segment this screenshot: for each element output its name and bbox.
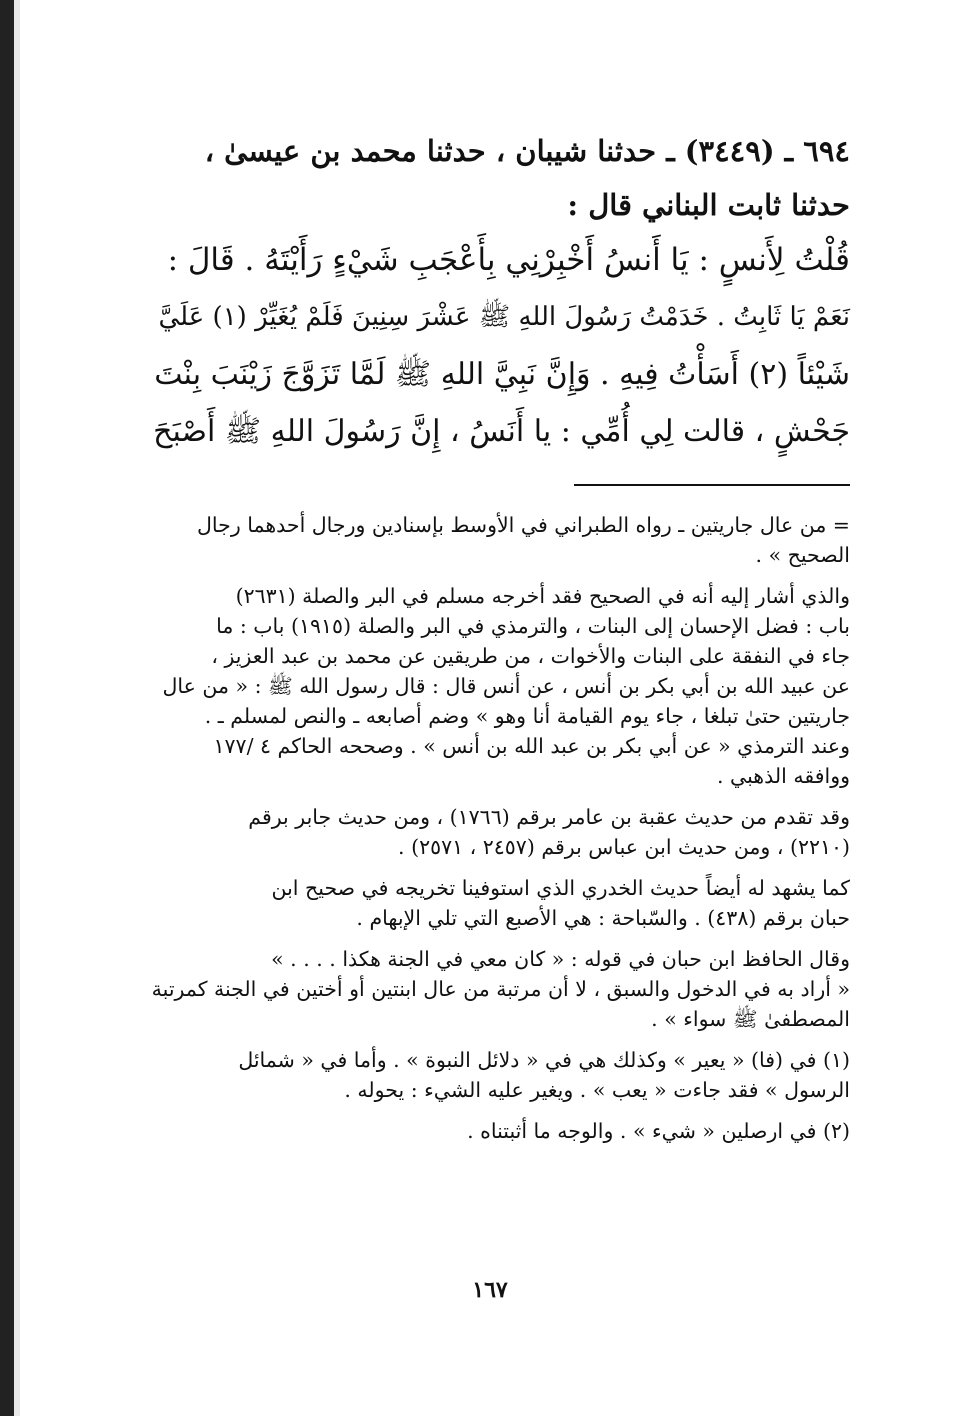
- footnote-paragraph: [150, 944, 850, 1034]
- page-edge-shadow: [0, 0, 14, 1416]
- hadith-text: [150, 124, 850, 460]
- footnote-line: الصحيح » .: [755, 543, 850, 567]
- footnote-line: = من عال جاريتين ـ رواه الطبراني في الأوسط بإسنادين ورجال أحدهما رجال: [197, 513, 850, 537]
- footnote-paragraph: [150, 581, 850, 791]
- footnote-line: كما يشهد له أيضاً حديث الخدري الذي استوفينا تخريجه في صحيح ابن: [271, 876, 850, 900]
- footnote-line: عن عبيد الله بن أبي بكر بن أنس ، عن أنس قال : قال رسول الله ﷺ : « من عال: [162, 674, 850, 698]
- footnote-line: (٢٢١٠) ، ومن حديث ابن عباس برقم (٢٤٥٧ ، ٢٥٧١) .: [398, 835, 850, 859]
- footnote-line: (٢) في ارصلين « شيء » . والوجه ما أثبتناه .: [467, 1119, 850, 1143]
- footnote-divider: [574, 484, 850, 486]
- footnote-paragraph: [150, 1045, 850, 1105]
- hadith-text-line: شَيْئاً (٢) أَسَأْتُ فِيهِ . وَإِنَّ نَبِيَّ اللهِ ﷺ لَمَّا تَزَوَّجَ زَيْنَبَ بِنْتَ: [154, 357, 850, 392]
- footnote-line: الرسول » فقد جاءت « يعب » . ويغير عليه الشيء : يحوله .: [344, 1078, 850, 1102]
- footnote-paragraph: [150, 802, 850, 862]
- footnote-line: المصطفىٰ ﷺ سواء » .: [651, 1007, 850, 1031]
- footnote-line: وقال الحافظ ابن حبان في قوله : « كان معي في الجنة هكذا . . . . »: [271, 947, 850, 971]
- footnote-line: جاء في النفقة على البنات والأخوات ، من طريقين عن محمد بن عبد العزيز ،: [211, 644, 850, 668]
- footnotes: [150, 510, 850, 1157]
- footnote-paragraph: [150, 1116, 850, 1146]
- page-edge-highlight: [14, 0, 20, 1416]
- hadith-text-line: جَحْشٍ ، قالت لِي أُمِّي : يا أَنَسُ ، إِنَّ رَسُولَ اللهِ ﷺ أَصْبَحَ: [153, 414, 850, 449]
- footnote-line: جاريتين حتىٰ تبلغا ، جاء يوم القيامة أنا وهو » وضم أصابعه ـ والنص لمسلم ـ .: [204, 704, 850, 728]
- footnote-line: وقد تقدم من حديث عقبة بن عامر برقم (١٧٦٦) ، ومن حديث جابر برقم: [248, 805, 850, 829]
- footnote-line: باب : فضل الإحسان إلى البنات ، والترمذي في البر والصلة (١٩١٥) باب : ما: [216, 614, 850, 638]
- footnote-line: « أراد به في الدخول والسبق ، لا أن مرتبة من عال ابنتين أو أختين في الجنة كمرتبة: [151, 977, 850, 1001]
- page-number: ١٦٧: [472, 1277, 508, 1303]
- footnote-line: ووافقه الذهبي .: [717, 764, 850, 788]
- hadith-header-line: ٦٩٤ ـ (٣٤٤٩) ـ حدثنا شيبان ، حدثنا محمد بن عيسىٰ ،: [204, 134, 850, 168]
- hadith-header-line: حدثنا ثابت البناني قال :: [567, 188, 850, 222]
- footnote-paragraph: [150, 510, 850, 570]
- footnote-line: حبان برقم (٤٣٨) . والسّباحة : هي الأصبع التي تلي الإبهام .: [356, 906, 850, 930]
- footnote-line: وعند الترمذي « عن أبي بكر بن عبد الله بن أنس » . وصححه الحاكم ٤ /١٧٧: [213, 734, 850, 758]
- hadith-text-line: نَعَمْ يَا ثَابِتُ . خَدَمْتُ رَسُولَ اللهِ ﷺ عَشْرَ سِنِينَ فَلَمْ يُغَيِّرْ (١) عَلَيَّ: [158, 302, 850, 332]
- footnote-line: (١) في (فا) « يعير » وكذلك هي في « دلائل النبوة » . وأما في « شمائل: [238, 1048, 850, 1072]
- footnote-paragraph: [150, 873, 850, 933]
- hadith-text-line: قُلْتُ لِأَنسٍ : يَا أَنسُ أَخْبِرْنِي بِأَعْجَبِ شَيْءٍ رَأَيْتَهُ . قَالَ :: [167, 242, 850, 278]
- footnote-line: والذي أشار إليه أنه في الصحيح فقد أخرجه مسلم في البر والصلة (٢٦٣١): [235, 584, 850, 608]
